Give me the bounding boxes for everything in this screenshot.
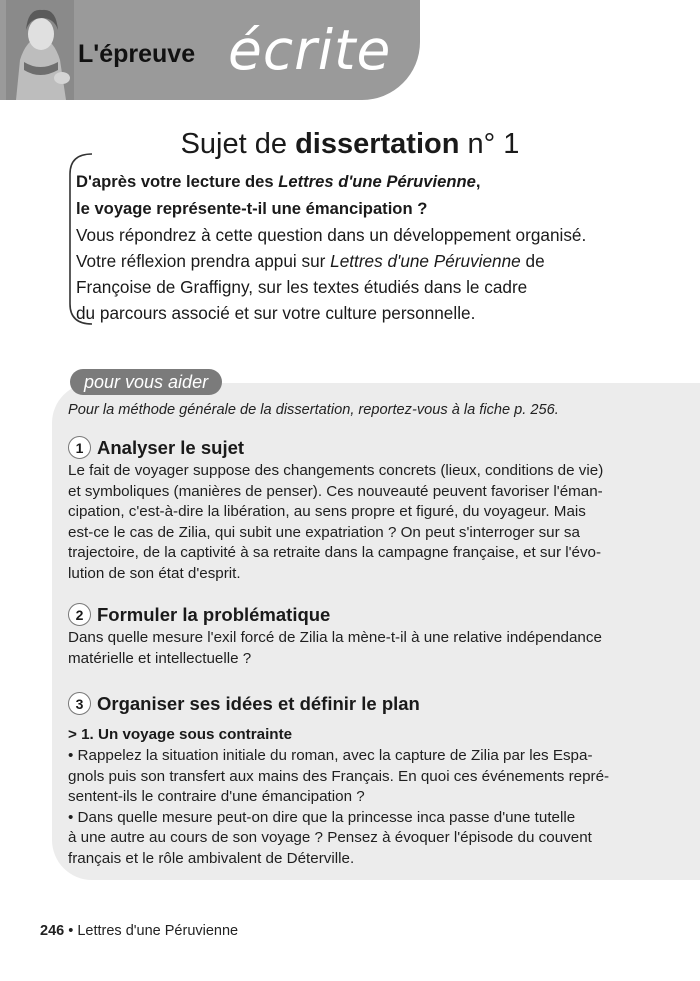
header-title-primary: L'épreuve [78, 40, 196, 68]
section-2-heading [68, 603, 330, 626]
section-1-heading [68, 436, 244, 459]
plan-part-1-heading: > 1. Un voyage sous contrainte [68, 726, 293, 743]
subject-title-bold: dissertation [295, 128, 460, 160]
section-number-badge: 1 [68, 436, 91, 459]
header-title-secondary: écrite [228, 18, 392, 82]
section-title: Formuler la problématique [97, 603, 331, 625]
subject-title [0, 128, 700, 161]
page-number: 246 [40, 923, 65, 939]
section-number-badge: 2 [68, 603, 91, 626]
book-title: Lettres d'une Péruvienne [77, 923, 239, 939]
footer-separator: • [64, 923, 78, 939]
section-3-heading [68, 692, 420, 715]
portrait-illustration [6, 0, 74, 100]
subject-title-prefix: Sujet de [180, 128, 287, 160]
subject-statement [76, 168, 656, 326]
section-number-badge: 3 [68, 692, 91, 715]
section-3-text: • Rappelez la situation initiale du roman, avec la capture de Zilia par les Espa- gnols puis son transfert aux mains des Français. En quoi ces événements repré- sentent-ils le contraire d'une émancipation ? • Dans quelle mesure peut-on dire que la princesse inca passe d'une tutelle à une autre au cours de son voyage ? Pensez à évoquer l'épisode du couvent français et le rôle ambivalent de Déterville. [68, 747, 610, 867]
subject-body-line-3: Françoise de Graffigny, sur les textes étudiés dans le cadre [76, 277, 528, 297]
section-title: Analyser le sujet [97, 436, 245, 458]
help-label: pour vous aider [70, 369, 222, 395]
subject-question-line-1: D'après votre lecture des Lettres d'une Péruvienne, [76, 172, 481, 191]
subject-title-suffix: n° 1 [467, 128, 520, 160]
subject-body-line-4: du parcours associé et sur votre culture personnelle. [76, 303, 476, 323]
page-footer [40, 923, 238, 939]
method-note: Pour la méthode générale de la dissertation, reportez-vous à la fiche p. 256. [68, 402, 559, 418]
subject-body-line-1: Vous répondrez à cette question dans un développement organisé. [76, 225, 587, 245]
section-1-text: Le fait de voyager suppose des changements concrets (lieux, conditions de vie) et symboliques (manières de penser). Ces nouveauté peuvent favoriser l'éman- cipation, c'est-à-dire la libération, au sens propre et figuré, du voyageur. Mais est-ce le cas de Zilia, qui subit une expatriation ? On peut s'interroger sur sa trajectoire, de la captivité à sa retraite dans la campagne française, et sur l'évo- lution de son état d'esprit. [68, 462, 604, 582]
section-2-text: Dans quelle mesure l'exil forcé de Zilia la mène-t-il à une relative indépendance matérielle et intellectuelle ? [68, 629, 602, 667]
subject-question-line-2: le voyage représente-t-il une émancipation ? [76, 199, 428, 218]
section-title: Organiser ses idées et définir le plan [97, 692, 420, 714]
subject-body-line-2: Votre réflexion prendra appui sur Lettres d'une Péruvienne de [76, 251, 545, 271]
